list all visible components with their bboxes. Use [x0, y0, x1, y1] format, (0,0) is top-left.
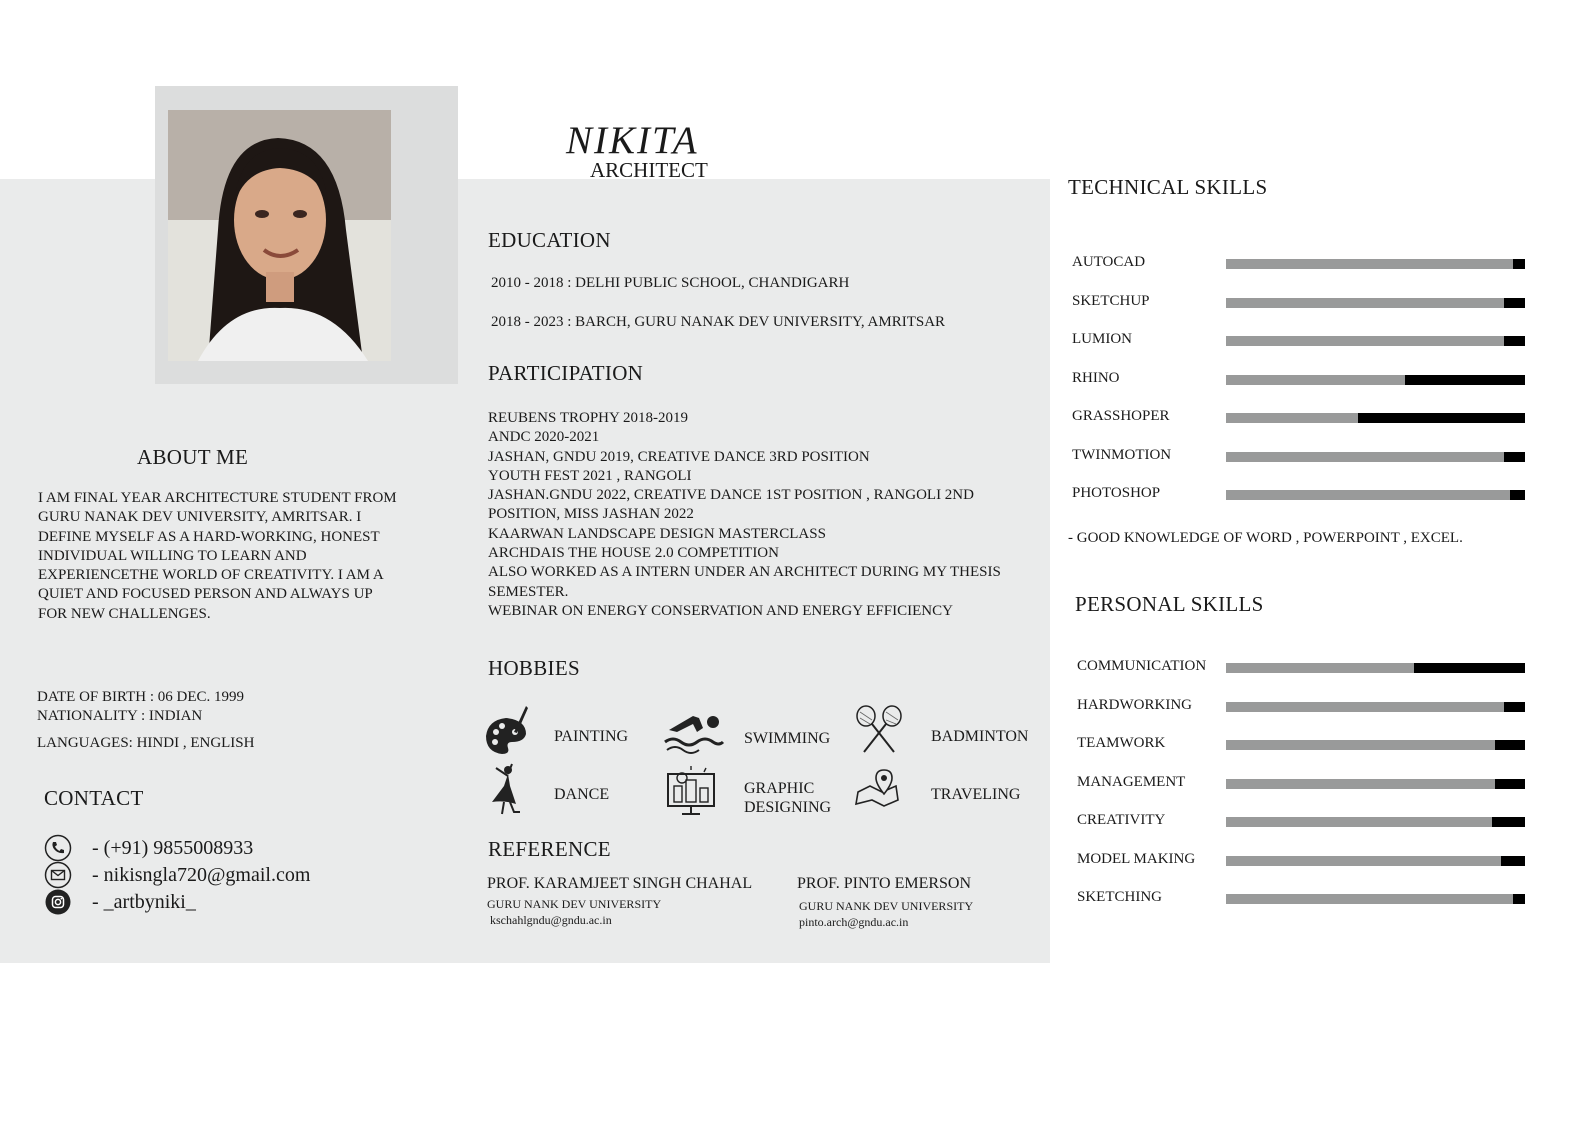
skill-label: TWINMOTION — [1072, 446, 1172, 463]
skill-bar — [1226, 490, 1525, 500]
about-heading: ABOUT ME — [137, 445, 249, 469]
participation-item: ANDC 2020-2021 — [488, 429, 600, 446]
skill-label: MANAGEMENT — [1077, 773, 1186, 790]
skill-label: COMMUNICATION — [1077, 658, 1207, 674]
skill-bar — [1226, 336, 1525, 346]
skill-label: SKETCHING — [1077, 889, 1162, 905]
skill-label: SKETCHUP — [1072, 292, 1150, 309]
skill-bar — [1226, 779, 1525, 789]
swimmer-icon — [663, 702, 719, 758]
participation-list — [488, 409, 1048, 621]
hobby-label-line: DESIGNING — [744, 799, 832, 816]
skill-label: AUTOCAD — [1072, 254, 1146, 270]
skill-label: MODEL MAKING — [1077, 850, 1196, 867]
technical-skills-list — [1072, 254, 1532, 514]
contact-phone: - (+91) 9855008933 — [92, 836, 254, 859]
technical-skills-heading: TECHNICAL SKILLS — [1068, 175, 1268, 199]
skill-label: CREATIVITY — [1077, 812, 1166, 828]
technical-skills-note: - GOOD KNOWLEDGE OF WORD , POWERPOINT , EXCEL. — [1068, 530, 1463, 546]
participation-item: REUBENS TROPHY 2018-2019 — [488, 410, 689, 426]
dancer-icon — [482, 760, 538, 816]
skill-bar — [1226, 817, 1525, 827]
skill-label: LUMION — [1072, 331, 1132, 347]
skill-bar — [1226, 259, 1525, 269]
education-item: 2010 - 2018 : DELHI PUBLIC SCHOOL, CHANDIGARH — [491, 275, 850, 291]
skill-bar — [1226, 413, 1525, 423]
languages: LANGUAGES: HINDI , ENGLISH — [37, 735, 255, 751]
contact-heading: CONTACT — [44, 786, 144, 810]
hobby-label-line: GRAPHIC — [744, 780, 815, 797]
skill-bar-fill — [1226, 336, 1504, 346]
skill-bar — [1226, 856, 1525, 866]
profile-photo — [168, 110, 391, 361]
skill-label: TEAMWORK — [1077, 735, 1166, 751]
skill-bar-fill — [1226, 375, 1405, 385]
hobby-label-graphic — [744, 779, 831, 817]
skill-bar — [1226, 702, 1525, 712]
hobby-label: SWIMMING — [744, 730, 831, 747]
nationality: NATIONALITY : INDIAN — [37, 708, 203, 724]
skill-bar-fill — [1226, 298, 1504, 308]
skill-label: GRASSHOPER — [1072, 408, 1170, 424]
skill-bar — [1226, 375, 1525, 385]
skill-label: RHINO — [1072, 369, 1120, 386]
skill-bar-fill — [1226, 856, 1501, 866]
skill-bar-remainder — [1501, 856, 1525, 866]
skill-bar-fill — [1226, 779, 1495, 789]
graphic-design-monitor-icon — [664, 764, 720, 820]
contact-email-row — [44, 861, 311, 889]
phone-icon — [44, 834, 72, 862]
skill-bar-remainder — [1504, 298, 1525, 308]
skill-bar-remainder — [1504, 452, 1525, 462]
participation-item: YOUTH FEST 2021 , RANGOLI — [488, 467, 692, 484]
skill-bar-fill — [1226, 817, 1492, 827]
skill-bar-fill — [1226, 452, 1504, 462]
skill-label: HARDWORKING — [1077, 696, 1192, 713]
skill-bar-fill — [1226, 740, 1495, 750]
instagram-icon — [44, 888, 72, 916]
mail-icon — [44, 861, 72, 889]
person-name: NIKITA — [566, 119, 699, 162]
hobby-label: DANCE — [554, 786, 610, 803]
skill-bar-fill — [1226, 259, 1513, 269]
person-role: ARCHITECT — [590, 158, 708, 182]
skill-bar-fill — [1226, 413, 1358, 423]
skill-bar-remainder — [1504, 702, 1525, 712]
skill-bar-fill — [1226, 663, 1414, 673]
reference-email[interactable]: pinto.arch@gndu.ac.in — [799, 915, 909, 929]
skill-bar-remainder — [1513, 894, 1525, 904]
badminton-rackets-icon — [852, 702, 908, 758]
skill-bar — [1226, 298, 1525, 308]
participation-item: ALSO WORKED AS A INTERN UNDER AN ARCHITECT DURING MY THESIS SEMESTER. — [488, 564, 1001, 600]
personal-skills-list — [1077, 658, 1537, 918]
skill-bar-fill — [1226, 490, 1510, 500]
skill-bar — [1226, 663, 1525, 673]
reference-org: GURU NANK DEV UNIVERSITY — [487, 897, 662, 911]
date-of-birth: DATE OF BIRTH : 06 DEC. 1999 — [37, 689, 245, 705]
reference-org: GURU NANK DEV UNIVERSITY — [799, 899, 974, 913]
hobby-label: PAINTING — [554, 728, 629, 745]
reference-email[interactable]: kschahlgndu@gndu.ac.in — [490, 913, 612, 927]
participation-item: ARCHDAIS THE HOUSE 2.0 COMPETITION — [488, 545, 779, 562]
skill-bar-remainder — [1495, 740, 1525, 750]
skill-bar — [1226, 740, 1525, 750]
contact-instagram-row — [44, 888, 196, 916]
contact-phone-row — [44, 834, 254, 862]
skill-bar — [1226, 452, 1525, 462]
skill-bar-remainder — [1405, 375, 1525, 385]
skill-bar-fill — [1226, 894, 1513, 904]
hobbies-heading: HOBBIES — [488, 656, 580, 680]
participation-heading: PARTICIPATION — [488, 361, 644, 385]
reference-heading: REFERENCE — [488, 837, 611, 861]
skill-bar — [1226, 894, 1525, 904]
skill-bar-remainder — [1513, 259, 1525, 269]
skill-bar-remainder — [1492, 817, 1525, 827]
participation-item: JASHAN.GNDU 2022, CREATIVE DANCE 1ST POSITION , RANGOLI 2ND POSITION, MISS JASHAN 2022 — [488, 487, 974, 523]
hobby-label: TRAVELING — [931, 786, 1021, 803]
skill-bar-remainder — [1358, 413, 1525, 423]
skill-bar-remainder — [1510, 490, 1525, 500]
personal-skills-heading: PERSONAL SKILLS — [1075, 592, 1264, 616]
skill-bar-fill — [1226, 702, 1504, 712]
profile-photo-illustration — [168, 110, 391, 361]
skill-label: PHOTOSHOP — [1072, 485, 1161, 501]
education-heading: EDUCATION — [488, 228, 611, 252]
about-text: I AM FINAL YEAR ARCHITECTURE STUDENT FROM GURU NANAK DEV UNIVERSITY, AMRITSAR. I DEFINE MYSELF AS A HARD-WORKING, HONEST INDIVIDUAL WILLING TO LEARN AND EXPERIENCETHE WORLD OF CREATIVITY. I AM A QUIET AND FOCUSED PERSON AND ALWAYS UP FOR NEW CHALLENGES. — [38, 490, 397, 622]
participation-item: JASHAN, GNDU 2019, CREATIVE DANCE 3RD POSITION — [488, 448, 870, 465]
education-item: 2018 - 2023 : BARCH, GURU NANAK DEV UNIVERSITY, AMRITSAR — [491, 314, 946, 330]
palette-icon — [482, 702, 538, 758]
map-pin-icon — [852, 766, 908, 822]
contact-email[interactable]: - nikisngla720@gmail.com — [92, 863, 311, 886]
reference-name: PROF. KARAMJEET SINGH CHAHAL — [487, 875, 753, 892]
skill-bar-remainder — [1414, 663, 1525, 673]
skill-bar-remainder — [1504, 336, 1525, 346]
participation-item: KAARWAN LANDSCAPE DESIGN MASTERCLASS — [488, 525, 826, 542]
participation-item: WEBINAR ON ENERGY CONSERVATION AND ENERGY EFFICIENCY — [488, 602, 953, 619]
hobby-label: BADMINTON — [931, 728, 1029, 745]
contact-instagram[interactable]: - _artbyniki_ — [92, 890, 196, 913]
reference-name: PROF. PINTO EMERSON — [797, 875, 972, 892]
skill-bar-remainder — [1495, 779, 1525, 789]
